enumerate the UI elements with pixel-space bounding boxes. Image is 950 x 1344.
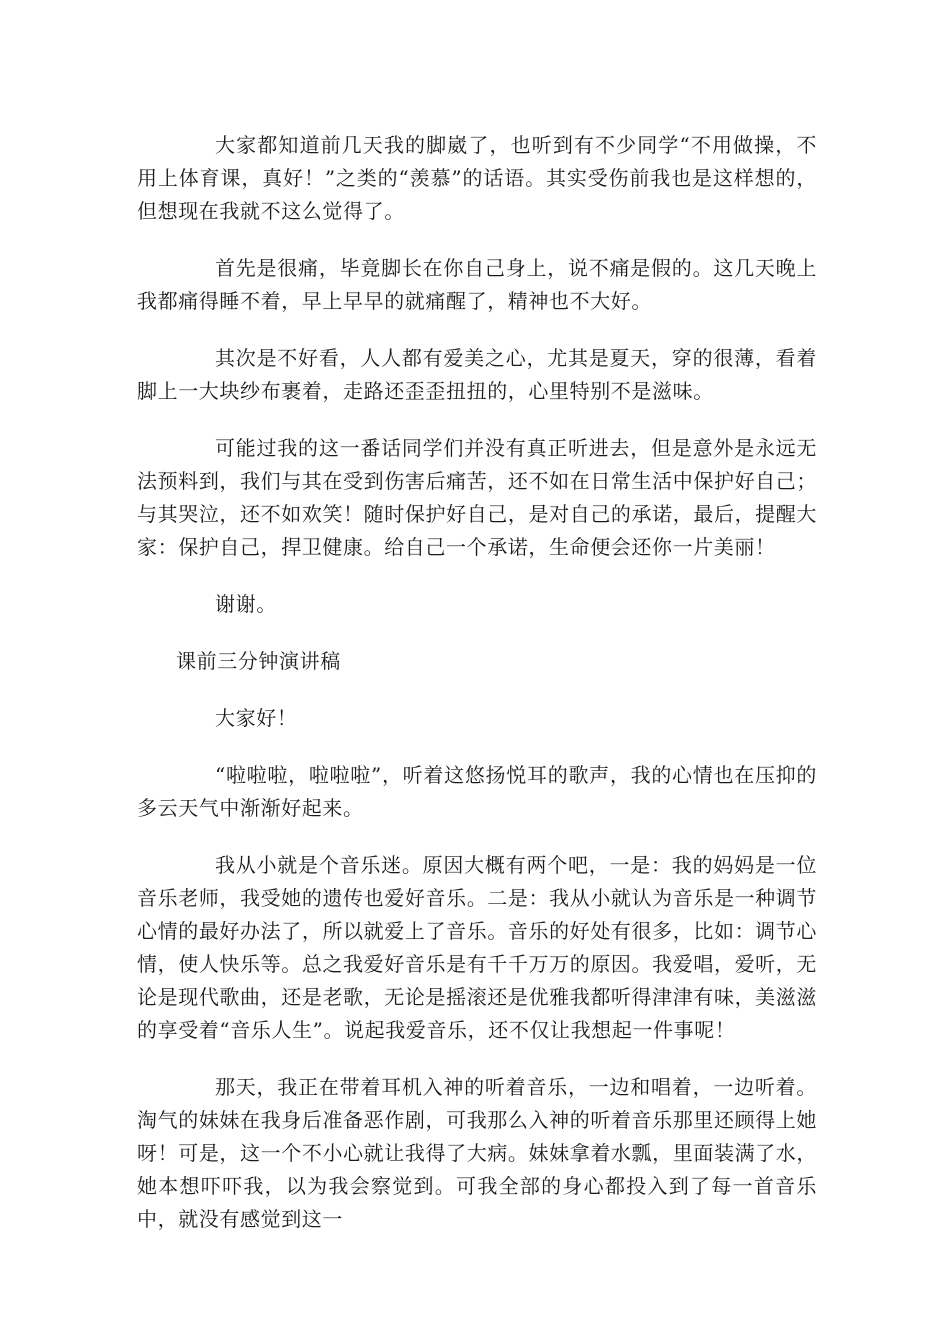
paragraph-conclusion: 可能过我的这一番话同学们并没有真正听进去，但是意外是永远无法预料到，我们与其在受到伤害后痛苦，还不如在日常生活中保护好自己；与其哭泣，还不如欢笑！随时保护好自己，是对自己的承诺，最后，提醒大家：保护自己，捍卫健康。给自己一个承诺，生命便会还你一片美丽！ — [137, 436, 817, 559]
paragraph-story: 那天，我正在带着耳机入神的听着音乐，一边和唱着，一边听着。淘气的妹妹在我身后准备恶作剧，可我那么入神的听着音乐那里还顾得上她呀！可是，这一个不小心就让我得了大病。妹妹拿着水瓢，里面装满了水，她本想吓吓我，以为我会察觉到。可我全部的身心都投入到了每一首音乐中，就没有感觉到这一 — [137, 1075, 817, 1231]
paragraph-thanks: 谢谢。 — [215, 592, 277, 616]
paragraph-pain: 首先是很痛，毕竟脚长在你自己身上，说不痛是假的。这几天晚上我都痛得睡不着，早上早早的就痛醒了，精神也不大好。 — [137, 256, 817, 313]
paragraph-ankle-injury-intro: 大家都知道前几天我的脚崴了，也听到有不少同学“不用做操，不用上体育课，真好！”之类的“羡慕”的话语。其实受伤前我也是这样想的，但想现在我就不这么觉得了。 — [137, 133, 817, 223]
paragraph-music-fan: 我从小就是个音乐迷。原因大概有两个吧，一是：我的妈妈是一位音乐老师，我受她的遗传也爱好音乐。二是：我从小就认为音乐是一种调节心情的最好办法了，所以就爱上了音乐。音乐的好处有很多，比如：调节心情，使人快乐等。总之我爱好音乐是有千千万万的原因。我爱唱，爱听，无论是现代歌曲，还是老歌，无论是摇滚还是优雅我都听得津津有味，美滋滋的享受着“音乐人生”。说起我爱音乐，还不仅让我想起一件事呢！ — [137, 853, 817, 1042]
section-title: 课前三分钟演讲稿 — [176, 649, 341, 673]
paragraph-song: “啦啦啦，啦啦啦”，听着这悠扬悦耳的歌声，我的心情也在压抑的多云天气中渐渐好起来。 — [137, 763, 817, 820]
paragraph-appearance: 其次是不好看，人人都有爱美之心，尤其是夏天，穿的很薄，看着脚上一大块纱布裹着，走路还歪歪扭扭的，心里特别不是滋味。 — [137, 346, 817, 403]
paragraph-greeting: 大家好！ — [215, 706, 298, 730]
document-page — [137, 129, 817, 1260]
